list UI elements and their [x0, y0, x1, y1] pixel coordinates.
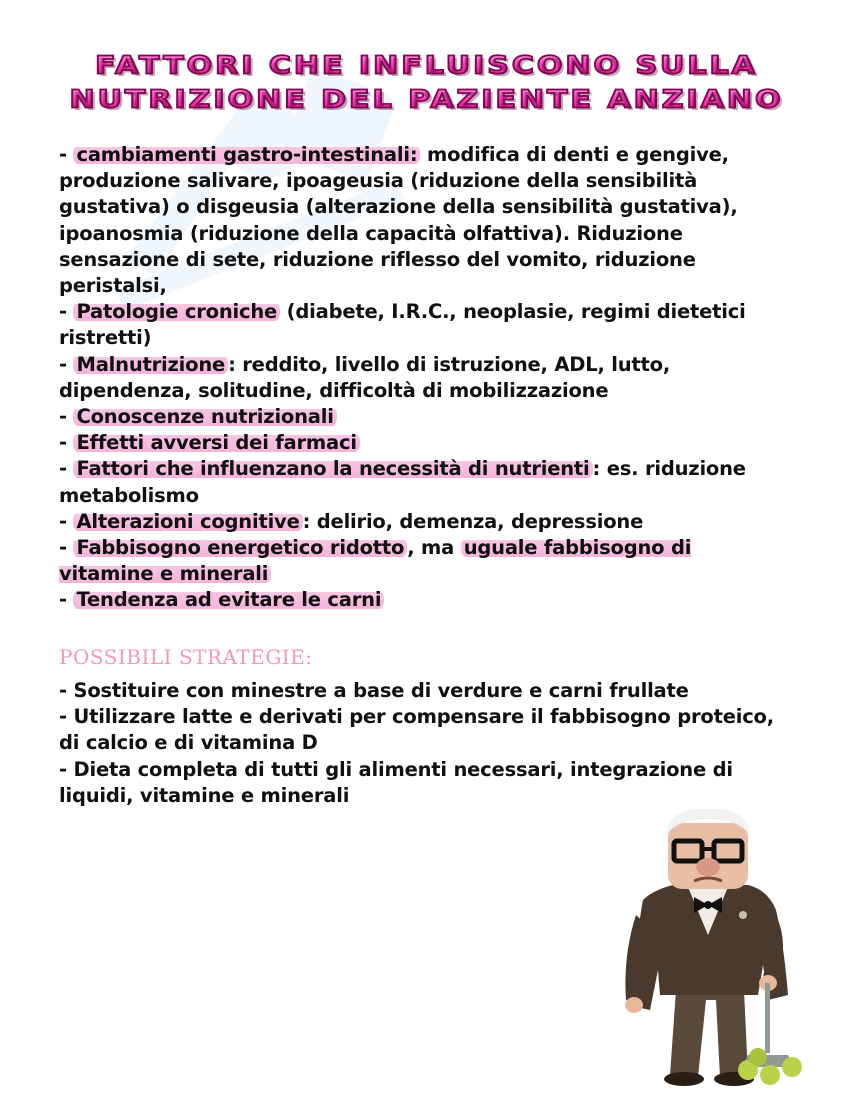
page-title-line-1: FATTORI CHE INFLUISCONO SULLA	[95, 51, 758, 80]
strategies-heading: POSSIBILI STRATEGIE:	[59, 645, 313, 669]
item-text: modifica di denti e gengive, produzione salivare, ipoageusia (riduzione della sensibilità gustativa) o disgeusia (alterazione della sensibilità gustativa), ipoanosmia (riduzione della capacità olfattiva). Riduzione sensazione di sete, riduzione riflesso del vomito, riduzione peristalsi,	[59, 143, 738, 298]
highlighted-term: Patologie croniche	[73, 300, 280, 323]
page-title-line-2: NUTRIZIONE DEL PAZIENTE ANZIANO	[69, 85, 784, 114]
highlighted-term: Alterazioni cognitive	[73, 510, 302, 533]
highlighted-term: cambiamenti gastro-intestinali:	[73, 143, 420, 166]
list-item: - Patologie croniche (diabete, I.R.C., neoplasie, regimi dietetici ristretti)	[59, 300, 746, 350]
list-item: - Fabbisogno energetico ridotto , ma uguale fabbisogno di vitamine e minerali	[59, 536, 692, 586]
list-item: - Dieta completa di tutti gli alimenti necessari, integrazione di liquidi, vitamine e minerali	[59, 757, 733, 807]
factors-list	[59, 142, 779, 614]
item-text: : delirio, demenza, depressione	[302, 509, 644, 533]
item-text: : es. riduzione metabolismo	[59, 457, 746, 507]
list-item: - Fattori che influenzano la necessità di nutrienti : es. riduzione metabolismo	[59, 457, 746, 507]
list-item: - Effetti avversi dei farmaci	[59, 430, 779, 456]
highlighted-term: Tendenza ad evitare le carni	[73, 588, 384, 611]
strategies-list	[59, 678, 779, 809]
list-item: - Alterazioni cognitive : delirio, demenza, depressione	[59, 509, 644, 533]
highlighted-term: Malnutrizione	[73, 353, 228, 376]
item-text: : reddito, livello di istruzione, ADL, lutto, dipendenza, solitudine, difficoltà di mobilizzazione	[59, 352, 671, 402]
highlighted-term: Fattori che influenzano la necessità di nutrienti	[73, 457, 592, 480]
list-item: - Utilizzare latte e derivati per compensare il fabbisogno proteico, di calcio e di vitamina D	[59, 705, 774, 755]
item-text: (diabete, I.R.C., neoplasie, regimi dietetici ristretti)	[59, 300, 746, 350]
list-item: - Conoscenze nutrizionali	[59, 404, 779, 430]
list-item: - Malnutrizione : reddito, livello di istruzione, ADL, lutto, dipendenza, solitudine, difficoltà di mobilizzazione	[59, 352, 671, 402]
highlighted-term: uguale fabbisogno di vitamine e minerali	[59, 536, 692, 586]
elderly-man-illustration	[598, 805, 823, 1090]
item-text: , ma	[407, 536, 461, 560]
highlighted-term: Effetti avversi dei farmaci	[73, 431, 359, 454]
list-item: - Tendenza ad evitare le carni	[59, 587, 779, 613]
list-item: - cambiamenti gastro-intestinali: modifica di denti e gengive, produzione salivare, ipoageusia (riduzione della sensibilità gustativa) o disgeusia (alterazione della sensibilità gustativa), ipoanosmia (riduzione della capacità olfattiva). Riduzione sensazione di sete, riduzione riflesso del vomito, riduzione peristalsi,	[59, 143, 738, 298]
highlighted-term: Fabbisogno energetico ridotto	[73, 536, 407, 559]
list-item: - Sostituire con minestre a base di verdure e carni frullate	[59, 679, 689, 702]
highlighted-term: Conoscenze nutrizionali	[73, 405, 336, 428]
